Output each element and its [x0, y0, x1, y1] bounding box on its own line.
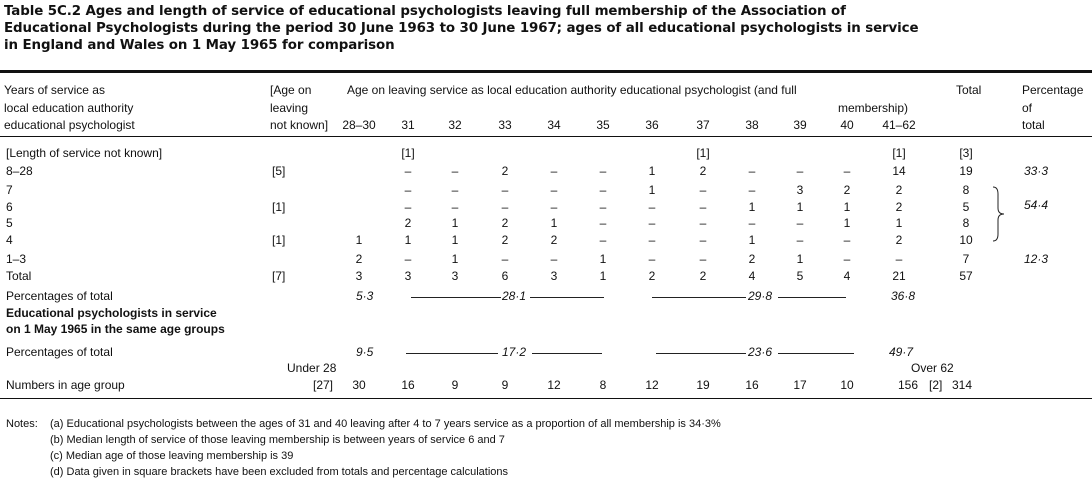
row-total: 19 [959, 164, 973, 178]
table-cell: 6 [501, 269, 509, 283]
table-cell: 2 [355, 252, 363, 266]
row-total: [3] [959, 146, 973, 160]
title-line-2: Educational Psychologists during the period 30 June 1963 to 30 June 1967; ages of all educational psychologists in service [4, 21, 919, 36]
age-header-5: 35 [596, 118, 610, 132]
age-header-1: 31 [401, 118, 415, 132]
numbers-cell: 16 [745, 378, 759, 392]
table-cell: 2 [895, 233, 903, 247]
age-header-4: 34 [547, 118, 561, 132]
table-cell: 3 [355, 269, 363, 283]
section-heading-2: on 1 May 1965 in the same age groups [6, 322, 225, 336]
table-cell: 1 [796, 200, 804, 214]
stub-header-1: Years of service as [4, 83, 105, 97]
table-cell: 1 [404, 233, 412, 247]
row-percentage: 12·3 [1024, 252, 1049, 266]
numbers-cell: 8 [599, 378, 607, 392]
table-cell: – [404, 164, 412, 178]
table-cell: 2 [895, 200, 903, 214]
numbers-cell: 19 [696, 378, 710, 392]
table-cell: – [404, 252, 412, 266]
table-cell: 2 [699, 164, 707, 178]
table-cell: 2 [501, 216, 509, 230]
row-total: 57 [959, 269, 973, 283]
table-cell: 1 [451, 233, 459, 247]
age-header-11: 41–62 [882, 118, 916, 132]
numbers-unknown: [27] [313, 378, 334, 392]
pct-leaving-28-30: 5·3 [356, 289, 374, 303]
under-28-label: Under 28 [287, 361, 337, 375]
table-cell: 21 [892, 269, 906, 283]
dash-line [411, 297, 501, 298]
age-header-6: 36 [645, 118, 659, 132]
pct-leaving-36-40: 29·8 [748, 289, 773, 303]
table-cell: 3 [796, 183, 804, 197]
group-brace [992, 186, 1006, 242]
table-cell: – [501, 183, 509, 197]
table-cell: – [599, 216, 607, 230]
row-label: 7 [6, 183, 13, 197]
stub-header-3: educational psychologist [4, 118, 135, 132]
table-cell: – [451, 200, 459, 214]
row-label: Total [6, 269, 32, 283]
numbers-cell: 9 [501, 378, 509, 392]
row-total: 10 [959, 233, 973, 247]
table-cell: – [501, 200, 509, 214]
table-cell: 5 [796, 269, 804, 283]
table-cell: 1 [355, 233, 363, 247]
table-cell: 2 [699, 269, 707, 283]
table-cell: – [550, 164, 558, 178]
table-cell: – [796, 233, 804, 247]
table-cell: 2 [895, 183, 903, 197]
row-unknown-age: [5] [272, 164, 286, 178]
numbers-label: Numbers in age group [6, 378, 125, 392]
table-cell: – [404, 183, 412, 197]
pct-service-31-35: 17·2 [502, 345, 527, 359]
table-cell: 2 [748, 252, 756, 266]
row-percentage: 33·3 [1024, 164, 1049, 178]
age-header-8: 38 [745, 118, 759, 132]
row-label: 6 [6, 200, 13, 214]
age-header-7: 37 [696, 118, 710, 132]
row-percentage: 54·4 [1024, 198, 1049, 212]
age-header-10: 40 [840, 118, 854, 132]
table-cell: – [404, 200, 412, 214]
table-cell: – [550, 252, 558, 266]
table-cell: 1 [648, 183, 656, 197]
table-cell: 3 [404, 269, 412, 283]
row-total: 8 [962, 216, 970, 230]
age-header-9: 39 [793, 118, 807, 132]
numbers-cell: 12 [547, 378, 561, 392]
unknown-age-header-3: not known] [270, 118, 329, 132]
pct-leaving-41-62: 36·8 [891, 289, 916, 303]
table-cell: – [648, 252, 656, 266]
table-cell: 1 [843, 200, 851, 214]
table-cell: [1] [401, 146, 415, 160]
row-label: 8–28 [6, 164, 33, 178]
table-cell: 2 [404, 216, 412, 230]
table-cell: – [748, 216, 756, 230]
percentage-header-3: total [1022, 118, 1045, 132]
pct-service-36-40: 23·6 [748, 345, 773, 359]
bottom-rule [0, 398, 1092, 399]
note-c: (c) Median age of those leaving membership is 39 [50, 450, 294, 462]
dash-line [530, 297, 604, 298]
title-line-3: in England and Wales on 1 May 1965 for comparison [4, 38, 395, 53]
numbers-cell: 17 [793, 378, 807, 392]
table-cell: – [748, 164, 756, 178]
dash-line [656, 353, 746, 354]
table-cell: 3 [451, 269, 459, 283]
percentage-header-2: of [1022, 101, 1033, 115]
title-line-1: Table 5C.2 Ages and length of service of educational psychologists leaving full membership of the Association of [4, 4, 846, 19]
pct-service-label: Percentages of total [6, 345, 113, 359]
dash-line [406, 353, 498, 354]
table-cell: – [843, 164, 851, 178]
table-cell: 2 [648, 269, 656, 283]
dash-line [532, 353, 602, 354]
table-cell: – [699, 183, 707, 197]
unknown-age-header-1: [Age on [270, 83, 312, 97]
table-cell: 2 [843, 183, 851, 197]
stub-header-2: local education authority [4, 101, 134, 115]
top-rule [0, 70, 1092, 73]
row-label: 4 [6, 233, 13, 247]
table-cell: – [451, 183, 459, 197]
unknown-age-header-2: leaving [270, 101, 309, 115]
age-span-header: Age on leaving service as local education authority educational psychologist (and full [347, 83, 797, 97]
over-62-label: Over 62 [911, 361, 954, 375]
numbers-extra: [2] [929, 378, 943, 392]
row-total: 8 [962, 183, 970, 197]
row-unknown-age: [1] [272, 233, 286, 247]
age-header-3: 33 [498, 118, 512, 132]
total-header: Total [956, 83, 982, 97]
table-cell: 4 [843, 269, 851, 283]
age-header-2: 32 [448, 118, 462, 132]
row-total: 5 [962, 200, 970, 214]
numbers-cell: 12 [645, 378, 659, 392]
table-cell: 1 [599, 252, 607, 266]
row-total: 7 [962, 252, 970, 266]
table-cell: 4 [748, 269, 756, 283]
table-cell: 1 [451, 216, 459, 230]
table-cell: – [843, 233, 851, 247]
table-cell: – [599, 164, 607, 178]
table-cell: 2 [501, 233, 509, 247]
note-d: (d) Data given in square brackets have been excluded from totals and percentage calculations [50, 466, 508, 478]
dash-line [652, 297, 746, 298]
table-cell: 1 [748, 233, 756, 247]
table-cell: – [843, 252, 851, 266]
dash-line [778, 353, 854, 354]
pct-leaving-31-35: 28·1 [502, 289, 527, 303]
numbers-cell: 16 [401, 378, 415, 392]
dash-line [778, 297, 846, 298]
table-cell: 1 [451, 252, 459, 266]
table-cell: – [599, 183, 607, 197]
numbers-cell: 9 [451, 378, 459, 392]
note-a: (a) Educational psychologists between the ages of 31 and 40 leaving after 4 to 7 years service as a proportion of all membership is 34·3% [50, 418, 721, 430]
table-cell: – [748, 183, 756, 197]
notes-label: Notes: [6, 418, 38, 430]
table-cell: – [648, 200, 656, 214]
table-cell: 2 [501, 164, 509, 178]
table-cell: 1 [748, 200, 756, 214]
table-cell: 1 [648, 164, 656, 178]
table-cell: – [699, 200, 707, 214]
note-b: (b) Median length of service of those leaving membership is between years of service 6 and 7 [50, 434, 505, 446]
row-label: 1–3 [6, 252, 27, 266]
pct-service-41-62: 49·7 [889, 345, 914, 359]
table-cell: 14 [892, 164, 906, 178]
numbers-cell: 156 [897, 378, 919, 392]
numbers-total: 314 [952, 378, 973, 392]
numbers-cell: 10 [840, 378, 854, 392]
table-cell: – [648, 233, 656, 247]
row-label: 5 [6, 216, 13, 230]
table-cell: – [895, 252, 903, 266]
table-cell: 1 [599, 269, 607, 283]
table-cell: – [599, 200, 607, 214]
pct-service-28-30: 9·5 [356, 345, 374, 359]
table-cell: – [699, 252, 707, 266]
section-heading-1: Educational psychologists in service [6, 306, 217, 320]
table-cell: 2 [550, 233, 558, 247]
table-cell: – [648, 216, 656, 230]
table-cell: 1 [895, 216, 903, 230]
pct-leaving-label: Percentages of total [6, 289, 113, 303]
table-title [4, 3, 1084, 54]
row-unknown-age: [7] [272, 269, 286, 283]
header-rule [0, 136, 1092, 137]
table-cell: 1 [796, 252, 804, 266]
numbers-cell: 30 [352, 378, 366, 392]
table-cell: – [699, 216, 707, 230]
table-cell: – [796, 216, 804, 230]
table-cell: – [699, 233, 707, 247]
table-cell: 1 [550, 216, 558, 230]
table-cell: – [550, 200, 558, 214]
table-cell: [1] [892, 146, 906, 160]
table-cell: – [796, 164, 804, 178]
table-cell: [1] [696, 146, 710, 160]
age-span-header-cont: membership) [838, 101, 909, 115]
table-cell: – [451, 164, 459, 178]
table-cell: 1 [843, 216, 851, 230]
row-label: [Length of service not known] [6, 146, 163, 160]
age-header-0: 28–30 [342, 118, 376, 132]
table-cell: 3 [550, 269, 558, 283]
row-unknown-age: [1] [272, 200, 286, 214]
percentage-header-1: Percentage [1022, 83, 1084, 97]
table-cell: – [599, 233, 607, 247]
table-cell: – [550, 183, 558, 197]
table-cell: – [501, 252, 509, 266]
